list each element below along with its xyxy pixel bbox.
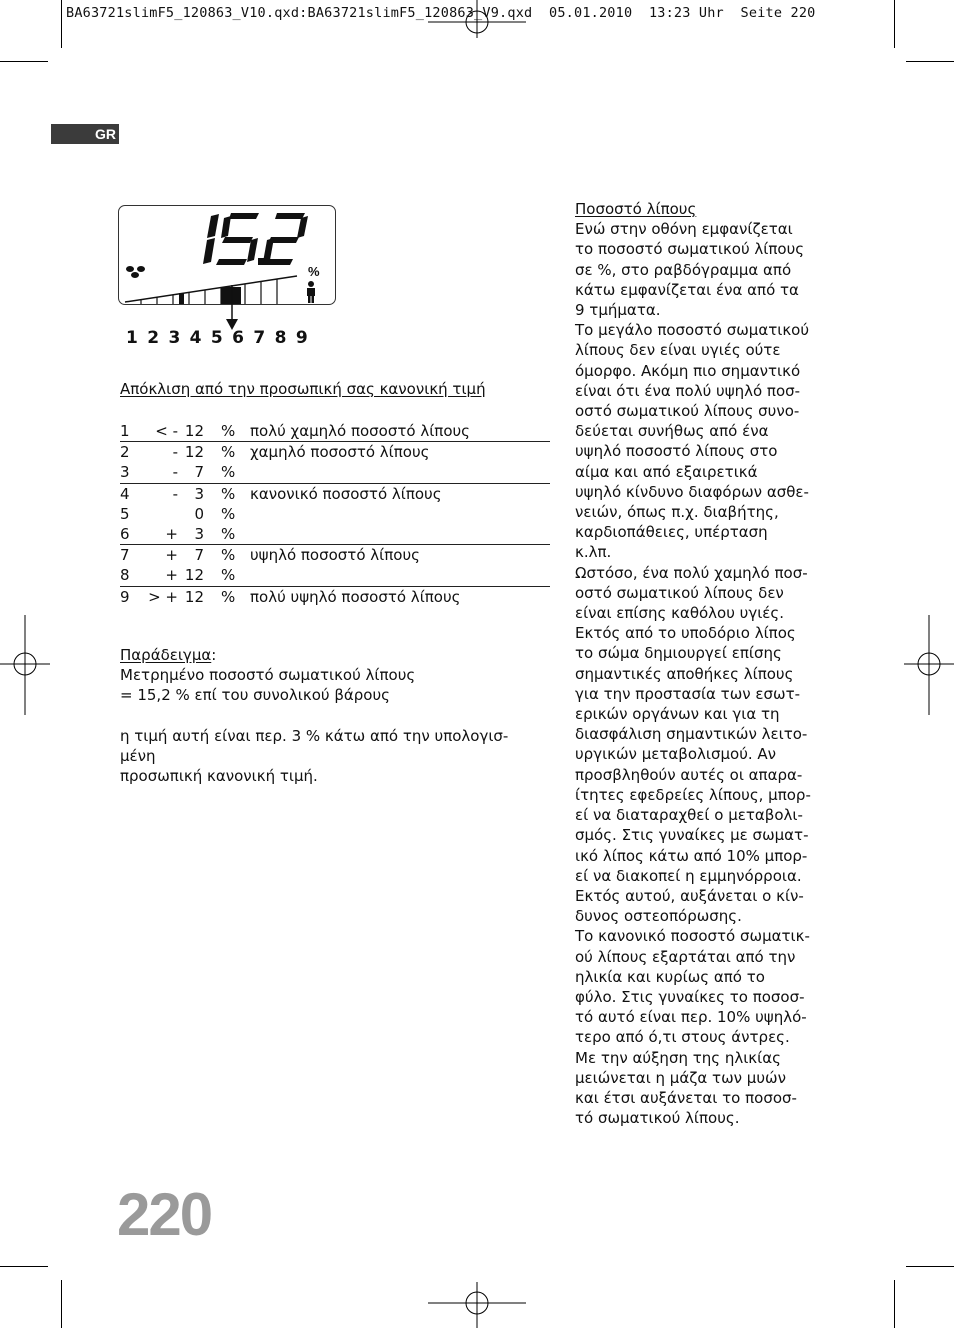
segment-number: 1 bbox=[120, 421, 148, 442]
crop-mark bbox=[894, 1280, 895, 1328]
fat-text-line: σε %, στο ραβδόγραμμα από bbox=[575, 260, 792, 279]
fat-text-line: Το μεγάλο ποσοστό σωματικού bbox=[575, 321, 810, 340]
deviation-sign: < - bbox=[148, 421, 182, 442]
fat-text-line: ηλικία και κυρίως από το bbox=[575, 967, 765, 986]
deviation-sign: - bbox=[148, 462, 182, 483]
deviation-value: 3 bbox=[182, 524, 204, 545]
segment-number: 9 bbox=[120, 587, 130, 606]
fat-text-line: 9 τμήματα. bbox=[575, 301, 661, 320]
deviation-description: υψηλό ποσοστό λίπους bbox=[250, 546, 420, 565]
fat-text-line: δεύεται συνήθως από ένα bbox=[575, 422, 769, 441]
deviation-sign: - bbox=[172, 443, 178, 462]
fat-text-line: Εκτός από το υποδόριο λίπος bbox=[575, 624, 796, 643]
deviation-description: χαμηλό ποσοστό λίπους bbox=[250, 443, 430, 462]
example-line: η τιμή αυτή είναι περ. 3 % κάτω από την υπολογισ- bbox=[120, 726, 509, 745]
crop-mark bbox=[906, 1266, 954, 1267]
bar-graph-slope bbox=[125, 276, 297, 302]
deviation-unit: % bbox=[221, 546, 236, 565]
segment-arrow-icon bbox=[222, 285, 242, 331]
fat-text-line: κάτω εμφανίζεται ένα από τα bbox=[575, 280, 799, 299]
print-header: BA63721slimF5_120863_V10.qxd:BA63721slimF5_120863_V9.qxd 05.01.2010 13:23 Uhr Seite 220 bbox=[66, 5, 816, 21]
deviation-heading: Απόκλιση από την προσωπική σας κανονική τιμή bbox=[120, 380, 486, 398]
deviation-row bbox=[120, 586, 550, 607]
fat-text-line: σμός. Στις γυναίκες με σωματ- bbox=[575, 826, 809, 845]
deviation-table bbox=[120, 421, 550, 607]
deviation-sign: > + bbox=[148, 587, 178, 606]
percent-symbol: % bbox=[308, 264, 320, 279]
fat-text-line: προσβληθούν αυτές οι απαρα- bbox=[575, 765, 803, 784]
example-line: Μετρημένο ποσοστό σωματικού λίπους bbox=[120, 666, 416, 685]
deviation-sign: + bbox=[148, 565, 182, 586]
deviation-unit: % bbox=[204, 462, 235, 483]
fat-text-line: φύλο. Στις γυναίκες το ποσοσ- bbox=[575, 987, 805, 1006]
segment-number: 5 bbox=[120, 504, 130, 523]
deviation-value: 12 bbox=[182, 421, 204, 442]
crop-mark bbox=[0, 1266, 48, 1267]
fat-text-line: οστό σωματικού λίπους δεν bbox=[575, 583, 784, 602]
segment-number: 3 bbox=[120, 462, 148, 483]
display-reading-digits bbox=[203, 213, 308, 265]
crop-mark bbox=[906, 61, 954, 62]
fat-text-line: το ποσοστό σωματικού λίπους bbox=[575, 240, 805, 259]
deviation-description bbox=[235, 462, 550, 483]
deviation-row bbox=[120, 545, 550, 566]
deviation-unit: % bbox=[204, 524, 235, 545]
deviation-row bbox=[120, 524, 550, 545]
crop-mark bbox=[894, 0, 895, 48]
crop-mark bbox=[61, 1280, 62, 1328]
deviation-unit: % bbox=[221, 504, 236, 523]
person-icon bbox=[307, 281, 315, 303]
fat-percentage-heading: Ποσοστό λίπους bbox=[575, 200, 697, 218]
fat-percentage-section bbox=[575, 199, 837, 1128]
fat-text-line: υψηλό κίνδυνο διαφόρων ασθε- bbox=[575, 482, 809, 501]
deviation-description bbox=[235, 504, 550, 524]
example-heading-colon: : bbox=[211, 646, 217, 664]
fat-text-line: οστό σωματικού λίπους συνο- bbox=[575, 402, 800, 421]
scale-icon bbox=[126, 266, 145, 278]
segment-number: 4 bbox=[120, 484, 130, 503]
fat-text-line: νειών, όπως π.χ. διαβήτης, bbox=[575, 503, 779, 522]
fat-text-line: καρδιοπάθειες, υπέρταση bbox=[575, 523, 768, 542]
registration-mark-left bbox=[0, 615, 50, 715]
fat-text-line: υργικών μεταβολισμού. Αν bbox=[575, 745, 777, 764]
segment-number: 7 bbox=[120, 546, 130, 565]
fat-text-line: Με την αύξηση της ηλικίας bbox=[575, 1048, 781, 1067]
deviation-description bbox=[235, 524, 550, 545]
fat-text-line: αίμα και από εξαιρετικά bbox=[575, 462, 758, 481]
deviation-sign: + bbox=[165, 546, 178, 565]
fat-text-line: ού λίπους εξαρτάται από την bbox=[575, 947, 796, 966]
deviation-value: 12 bbox=[184, 587, 204, 606]
deviation-unit: % bbox=[204, 565, 235, 586]
fat-text-line: Ωστόσο, ένα πολύ χαμηλό ποσ- bbox=[575, 563, 808, 582]
registration-mark-top bbox=[428, 0, 526, 40]
deviation-description: πολύ χαμηλό ποσοστό λίπους bbox=[235, 421, 550, 442]
example-line: προσωπική κανονική τιμή. bbox=[120, 767, 318, 786]
deviation-row bbox=[120, 565, 550, 586]
example-block bbox=[120, 645, 560, 786]
deviation-sign: + bbox=[148, 524, 182, 545]
deviation-value: 7 bbox=[182, 462, 204, 483]
language-tag: GR bbox=[51, 124, 119, 144]
deviation-unit: % bbox=[221, 443, 236, 462]
segment-number: 6 bbox=[120, 524, 148, 545]
segment-numbers: 123456789 bbox=[126, 328, 318, 348]
deviation-description: κανονικό ποσοστό λίπους bbox=[250, 484, 442, 503]
deviation-unit: % bbox=[221, 484, 236, 503]
page-number: 220 bbox=[117, 1181, 212, 1248]
deviation-unit: % bbox=[204, 421, 235, 442]
fat-text-line: τό αυτό είναι περ. 10% υψηλό- bbox=[575, 1008, 807, 1027]
example-line: μένη bbox=[120, 747, 156, 765]
deviation-row bbox=[120, 442, 550, 463]
registration-mark-right bbox=[904, 615, 954, 715]
fat-text-line: και έτσι αυξάνεται το ποσοσ- bbox=[575, 1088, 797, 1107]
fat-text-line: τό σωματικού λίπους. bbox=[575, 1109, 740, 1128]
fat-text-line: δυνος οστεοπόρωσης. bbox=[575, 907, 742, 926]
fat-text-line: μειώνεται η μάζα των μυών bbox=[575, 1068, 786, 1087]
fat-text-line: υψηλό ποσοστό λίπους στο bbox=[575, 442, 778, 461]
deviation-description bbox=[235, 565, 550, 586]
fat-text-line: ικό λίπος κάτω από 10% μπορ- bbox=[575, 846, 808, 865]
fat-text-line: όμορφο. Ακόμη πιο σημαντικό bbox=[575, 361, 801, 380]
deviation-description: πολύ υψηλό ποσοστό λίπους bbox=[250, 587, 461, 606]
fat-text-line: είναι ότι ένα πολύ υψηλό ποσ- bbox=[575, 381, 801, 400]
fat-text-line: εί να διαταραχθεί ο μεταβολι- bbox=[575, 806, 803, 825]
fat-text-line: ερικών οργάνων και για τη bbox=[575, 705, 780, 724]
fat-text-line: για την προστασία των εσωτ- bbox=[575, 684, 801, 703]
deviation-value: 12 bbox=[182, 565, 204, 586]
deviation-row bbox=[120, 462, 550, 483]
fat-text-line: σημαντικές αποθήκες λίπους bbox=[575, 664, 794, 683]
fat-text-line: κ.λπ. bbox=[575, 543, 612, 562]
fat-text-line: εί να διακοπεί η εμμηνόρροια. bbox=[575, 866, 802, 885]
example-heading: Παράδειγμα bbox=[120, 646, 212, 664]
fat-text-line: Εκτός αυτού, αυξάνεται ο κίν- bbox=[575, 886, 804, 905]
fat-text-line: Ενώ στην οθόνη εμφανίζεται bbox=[575, 220, 793, 239]
example-line: = 15,2 % επί του συνολικού βάρους bbox=[120, 686, 390, 705]
bar-segment-marker bbox=[179, 293, 184, 304]
fat-percentage-text bbox=[575, 219, 837, 1128]
deviation-value: 3 bbox=[194, 484, 204, 503]
fat-text-line: διασφάλιση σημαντικών λειτο- bbox=[575, 725, 808, 744]
fat-text-line: είναι επίσης καθόλου υγιές. bbox=[575, 604, 784, 623]
crop-mark bbox=[0, 61, 48, 62]
fat-text-line: ίτητες εφεδρείες λίπους, μπορ- bbox=[575, 785, 811, 804]
deviation-value: 7 bbox=[194, 546, 204, 565]
fat-text-line: λίπους δεν είναι υγιές ούτε bbox=[575, 341, 781, 360]
fat-text-line: το σώμα δημιουργεί επίσης bbox=[575, 644, 782, 663]
fat-text-line: Το κανονικό ποσοστό σωματικ- bbox=[575, 927, 810, 946]
deviation-value: 0 bbox=[194, 504, 204, 523]
deviation-row bbox=[120, 483, 550, 504]
registration-mark-bottom bbox=[428, 1282, 526, 1328]
deviation-unit: % bbox=[221, 587, 236, 606]
deviation-row bbox=[120, 421, 550, 442]
fat-text-line: τερο από ό,τι στους άντρες. bbox=[575, 1028, 790, 1047]
deviation-row bbox=[120, 504, 550, 524]
deviation-value: 12 bbox=[184, 443, 204, 462]
deviation-sign: - bbox=[172, 484, 178, 503]
crop-mark bbox=[61, 0, 62, 48]
segment-number: 2 bbox=[120, 443, 130, 462]
segment-number: 8 bbox=[120, 565, 148, 586]
deviation-sign bbox=[148, 504, 182, 524]
